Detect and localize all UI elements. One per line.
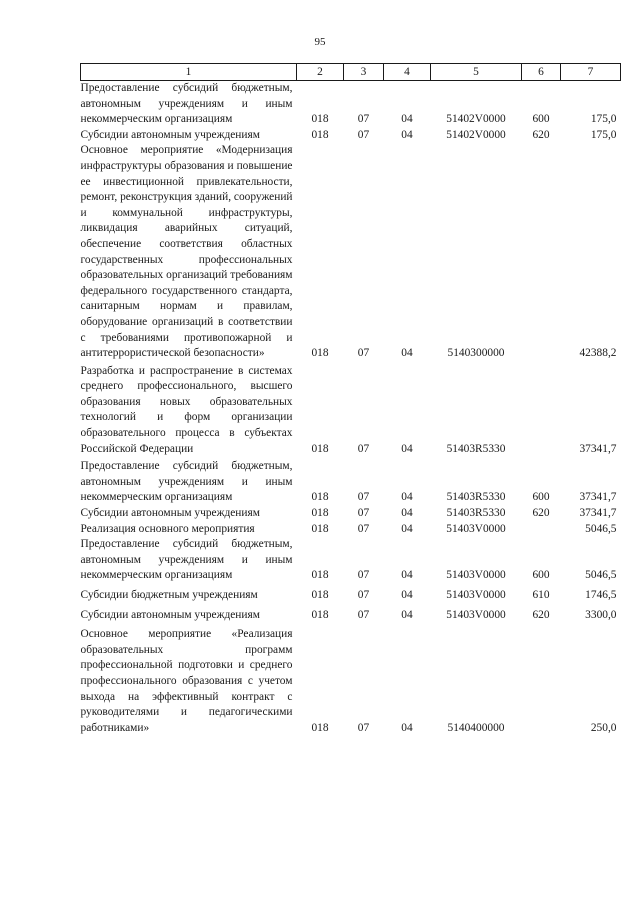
row-name: Реализация основного мероприятия (80, 522, 255, 535)
row-amount: 42388,2 (579, 347, 617, 360)
row-expense-type: 620 (532, 507, 550, 520)
column-header: 1 (81, 64, 297, 81)
row-target-article: 51402V0000 (446, 113, 506, 126)
row-subsection: 04 (401, 721, 413, 734)
row-subsection: 04 (401, 442, 413, 455)
row-target-article: 51403R5330 (446, 507, 506, 520)
table-header-row (81, 64, 621, 81)
row-target-article: 51403V0000 (446, 522, 506, 535)
row-name: Предоставление субсидий бюджетным, автономным учреждениям и иным некоммерческим организациям (80, 82, 293, 126)
row-code: 018 (311, 491, 329, 504)
row-section: 07 (357, 347, 370, 360)
row-target-article: 51403V0000 (446, 608, 506, 621)
row-amount: 37341,7 (579, 491, 617, 504)
row-subsection: 04 (401, 128, 413, 141)
table-row (81, 459, 621, 506)
row-subsection: 04 (401, 113, 413, 126)
row-subsection: 04 (401, 589, 413, 601)
row-amount: 37341,7 (579, 442, 617, 455)
table-row (81, 537, 621, 584)
budget-table (80, 63, 621, 736)
row-amount: 37341,7 (579, 507, 617, 520)
row-section: 07 (357, 113, 370, 126)
row-expense-type: 600 (532, 491, 550, 504)
row-target-article: 5140300000 (447, 347, 505, 360)
row-amount: 5046,5 (585, 522, 617, 535)
row-subsection: 04 (401, 608, 413, 621)
column-header: 2 (297, 64, 344, 81)
row-target-article: 51403V0000 (446, 569, 506, 582)
row-section: 07 (357, 569, 370, 582)
row-amount: 250,0 (590, 721, 617, 734)
row-code: 018 (311, 569, 329, 582)
table-row (81, 584, 621, 604)
row-name: Субсидии автономным учреждениям (80, 507, 260, 520)
row-section: 07 (357, 128, 370, 141)
row-section: 07 (357, 608, 370, 621)
row-subsection: 04 (401, 569, 413, 582)
row-amount: 3300,0 (585, 608, 617, 621)
column-header: 4 (384, 64, 431, 81)
row-subsection: 04 (401, 347, 413, 360)
row-amount: 175,0 (590, 113, 617, 126)
row-amount: 1746,5 (585, 589, 617, 601)
table-row (81, 364, 621, 460)
row-name: Основное мероприятие «Реализация образовательных программ профессиональной подготовки и среднего профессионального образования с учетом выхода на эффективный контракт с руководителями и педагогическими работниками» (80, 628, 293, 734)
row-target-article: 51403V0000 (446, 589, 506, 601)
row-code: 018 (311, 113, 329, 126)
row-target-article: 51403R5330 (446, 491, 506, 504)
table-row (81, 604, 621, 624)
row-expense-type (522, 623, 561, 736)
row-expense-type: 600 (532, 113, 550, 126)
row-expense-type: 620 (532, 608, 550, 621)
row-code: 018 (311, 608, 329, 621)
row-section: 07 (357, 721, 370, 734)
row-subsection: 04 (401, 522, 413, 535)
row-name: Субсидии бюджетным учреждениям (80, 589, 258, 601)
row-name: Субсидии автономным учреждениям (80, 128, 260, 141)
row-name: Предоставление субсидий бюджетным, автономным учреждениям и иным некоммерческим организациям (80, 460, 293, 504)
row-code: 018 (311, 522, 329, 535)
column-header: 3 (344, 64, 384, 81)
column-header: 7 (561, 64, 621, 81)
column-header: 6 (522, 64, 561, 81)
table-row (81, 522, 621, 538)
row-expense-type (522, 364, 561, 460)
row-code: 018 (311, 721, 329, 734)
row-code: 018 (311, 442, 329, 455)
row-name: Основное мероприятие «Модернизация инфраструктуры образования и повышение ее инвестиционной привлекательности, ремонт, реконструкция зданий, сооружений и коммунальной инфраструктуры, ликвидация аварийных ситуаций, обеспечение соответствия областных государственных профессиональных образовательных организаций требованиям федерального государственного стандарта, санитарным нормам и правилам, оборудование организаций в соответствии с требованиями противопожарной и антитеррористической безопасности» (80, 144, 293, 360)
table-row (81, 143, 621, 363)
row-name: Разработка и распространение в системах среднего профессионального, высшего образования новых образовательных технологий и форм организации образовательного процесса в субъектах Российской Федерации (80, 364, 293, 455)
column-header: 5 (431, 64, 522, 81)
row-section: 07 (357, 589, 370, 601)
row-expense-type (522, 143, 561, 363)
row-code: 018 (311, 347, 329, 360)
row-name: Предоставление субсидий бюджетным, автономным учреждениям и иным некоммерческим организациям (80, 538, 293, 582)
row-subsection: 04 (401, 491, 413, 504)
row-target-article: 51403R5330 (446, 442, 506, 455)
table-row (81, 128, 621, 144)
table-row (81, 506, 621, 522)
row-amount: 175,0 (590, 128, 617, 141)
row-expense-type: 620 (532, 128, 550, 141)
table-row (81, 623, 621, 736)
table-row (81, 81, 621, 128)
row-expense-type (522, 522, 561, 538)
row-amount: 5046,5 (585, 569, 617, 582)
row-section: 07 (357, 442, 370, 455)
row-expense-type: 610 (532, 589, 550, 601)
row-target-article: 51402V0000 (446, 128, 506, 141)
row-code: 018 (311, 128, 329, 141)
row-name: Субсидии автономным учреждениям (80, 608, 260, 621)
row-section: 07 (357, 507, 370, 520)
row-target-article: 5140400000 (447, 721, 505, 734)
row-code: 018 (311, 589, 329, 601)
row-subsection: 04 (401, 507, 413, 520)
row-code: 018 (311, 507, 329, 520)
row-section: 07 (357, 522, 370, 535)
row-expense-type: 600 (532, 569, 550, 582)
page-number: 95 (314, 36, 326, 48)
row-section: 07 (357, 491, 370, 504)
